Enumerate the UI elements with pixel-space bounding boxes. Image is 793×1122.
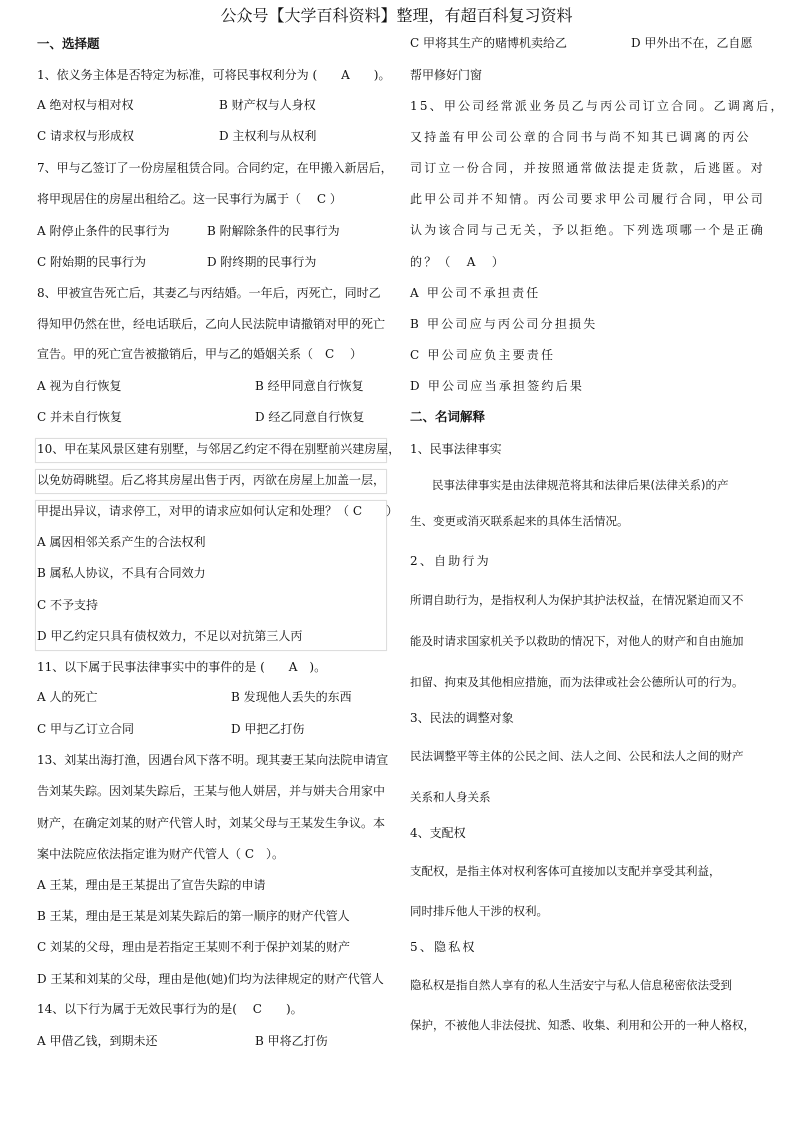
right-line-6: 认为该合同与己无关，予以拒绝。下列选项哪一个是正确 [410,223,766,237]
left-line-9: 得知甲仍然在世，经电话联后，乙向人民法院申请撤销对甲的死亡 [37,317,386,331]
left-line-23: 13、刘某出海打渔，因遇台风下落不明。现其妻王某向法院申请宣 [37,753,389,767]
left-line-11-option-right: B 经甲同意自行恢复 [255,379,364,393]
right-line-16: 2、自助行为 [410,554,491,568]
left-line-32-option-right: B 甲将乙打伤 [255,1034,328,1048]
right-line-21: 民法调整平等主体的公民之间、法人之间、公民和法人之间的财产 [410,749,744,763]
right-line-17: 所谓自助行为，是指权利人为保护其护法权益，在情况紧迫而又不 [410,593,744,607]
left-line-19: D 甲乙约定只具有债权效力，不足以对抗第三人丙 [37,629,303,643]
right-line-23: 4、支配权 [410,826,466,840]
left-line-12-option-right: D 经乙同意自行恢复 [255,410,365,424]
right-line-14: 民事法律事实是由法律规范将其和法律后果(法律关系)的产 [432,478,729,492]
right-line-24: 支配权，是指主体对权利客体可直接加以支配并享受其利益， [410,864,721,878]
right-line-9: B 甲公司应与丙公司分担损失 [410,317,598,331]
left-line-21-option-left: A 人的死亡 [37,690,98,704]
left-line-12-option-left: C 并未自行恢复 [37,410,122,424]
left-line-4: 7、甲与乙签订了一份房屋租赁合同。合同约定，在甲搬入新居后， [37,161,393,175]
left-line-1: 1、依义务主体是否特定为标准，可将民事权利分为 ( A )。 [37,68,391,82]
right-line-22: 关系和人身关系 [410,790,491,804]
left-line-27: A 王某，理由是王某提出了宣告失踪的申请 [37,878,266,892]
left-line-17: B 属私人协议，不具有合同效力 [37,566,206,580]
left-line-22-option-right: D 甲把乙打伤 [231,722,305,736]
left-line-32-option-left: A 甲借乙钱，到期未还 [37,1034,158,1048]
right-line-25: 同时排斥他人干涉的权利。 [410,904,548,918]
left-line-16: A 属因相邻关系产生的合法权利 [37,535,206,549]
right-line-12: 二、名词解释 [410,409,486,424]
right-line-8: A 甲公司不承担责任 [410,286,541,300]
left-line-6-option-left: A 附停止条件的民事行为 [37,224,170,238]
right-line-18: 能及时请求国家机关予以救助的情况下，对他人的财产和自由施加 [410,634,744,648]
right-line-3: 又持盖有甲公司公章的合同书与尚不知其已调离的丙公 [410,130,751,144]
left-line-11-option-left: A 视为自行恢复 [37,379,122,393]
left-line-22-option-left: C 甲与乙订立合同 [37,722,134,736]
right-line-27: 隐私权是指自然人享有的私人生活安宁与私人信息秘密依法受到 [410,978,732,992]
left-line-20: 11、以下属于民事法律事实中的事件的是 ( A )。 [37,660,327,674]
right-line-28: 保护，不被他人非法侵扰、知悉、收集、利用和公开的一种人格权， [410,1018,755,1032]
left-line-7-option-right: D 附终期的民事行为 [207,255,317,269]
right-line-10: C 甲公司应负主要责任 [410,348,556,362]
document-title: 公众号【大学百科资料】整理，有超百科复习资料 [220,6,573,25]
left-line-21-option-right: B 发现他人丢失的东西 [231,690,352,704]
left-line-2-option-right: B 财产权与人身权 [219,98,316,112]
right-line-1: 帮甲修好门窗 [410,68,483,82]
left-line-18: C 不予支持 [37,598,98,612]
left-line-13: 10、甲在某风景区建有别墅，与邻居乙约定不得在别墅前兴建房屋， [37,442,401,456]
left-line-7-option-left: C 附始期的民事行为 [37,255,146,269]
left-line-6-option-right: B 附解除条件的民事行为 [207,224,340,238]
right-line-0-option-right: D 甲外出不在，乙自愿 [631,36,753,50]
right-line-19: 扣留、拘束及其他相应措施，而为法律或社会公德所认可的行为。 [410,675,744,689]
left-line-5: 将甲现居住的房屋出租给乙。这一民事行为属于（ C ） [37,192,342,206]
left-line-28: B 王某，理由是王某是刘某失踪后的第一顺序的财产代管人 [37,909,350,923]
left-line-31: 14、以下行为属于无效民事行为的是( C )。 [37,1002,303,1016]
left-line-14: 以免妨碍眺望。后乙将其房屋出售于丙，丙欲在房屋上加盖一层， [37,473,386,487]
left-line-25: 财产，在确定刘某的财产代管人时，刘某父母与王某发生争议。本 [37,816,386,830]
right-line-26: 5、隐私权 [410,940,477,954]
left-line-29: C 刘某的父母，理由是若指定王某则不利于保护刘某的财产 [37,940,350,954]
right-line-20: 3、民法的调整对象 [410,711,514,725]
left-line-2-option-left: A 绝对权与相对权 [37,98,134,112]
left-line-3-option-left: C 请求权与形成权 [37,129,134,143]
right-line-13: 1、民事法律事实 [410,442,502,456]
right-line-0-option-left: C 甲将其生产的赌博机卖给乙 [410,36,567,50]
right-line-5: 此甲公司并不知情。丙公司要求甲公司履行合同，甲公司 [410,192,766,206]
right-line-4: 司订立一份合同，并按照通常做法提走货款，后逃匿。对 [410,161,766,175]
right-line-11: D 甲公司应当承担签约后果 [410,379,585,393]
left-line-24: 告刘某失踪。因刘某失踪后，王某与他人姘居，并与姘夫合用家中 [37,784,386,798]
right-line-7: 的？（ A ） [410,255,507,269]
right-line-15: 生、变更或消灭联系起来的具体生活情况。 [410,514,629,528]
left-line-26: 案中法院应依法指定谁为财产代管人（ C ）。 [37,847,284,861]
left-line-3-option-right: D 主权利与从权利 [219,129,317,143]
left-line-8: 8、甲被宣告死亡后，其妻乙与丙结婚。一年后，丙死亡，同时乙 [37,286,381,300]
left-line-0: 一、选择题 [37,36,100,51]
left-line-15: 甲提出异议，请求停工，对甲的请求应如何认定和处理？（ C ） [37,504,398,518]
left-line-30: D 王某和刘某的父母，理由是他(她)们均为法律规定的财产代管人 [37,972,384,986]
left-line-10: 宣告。甲的死亡宣告被撤销后，甲与乙的婚姻关系（ C ） [37,347,362,361]
right-line-2: 15、甲公司经常派业务员乙与丙公司订立合同。乙调离后， [410,99,785,113]
